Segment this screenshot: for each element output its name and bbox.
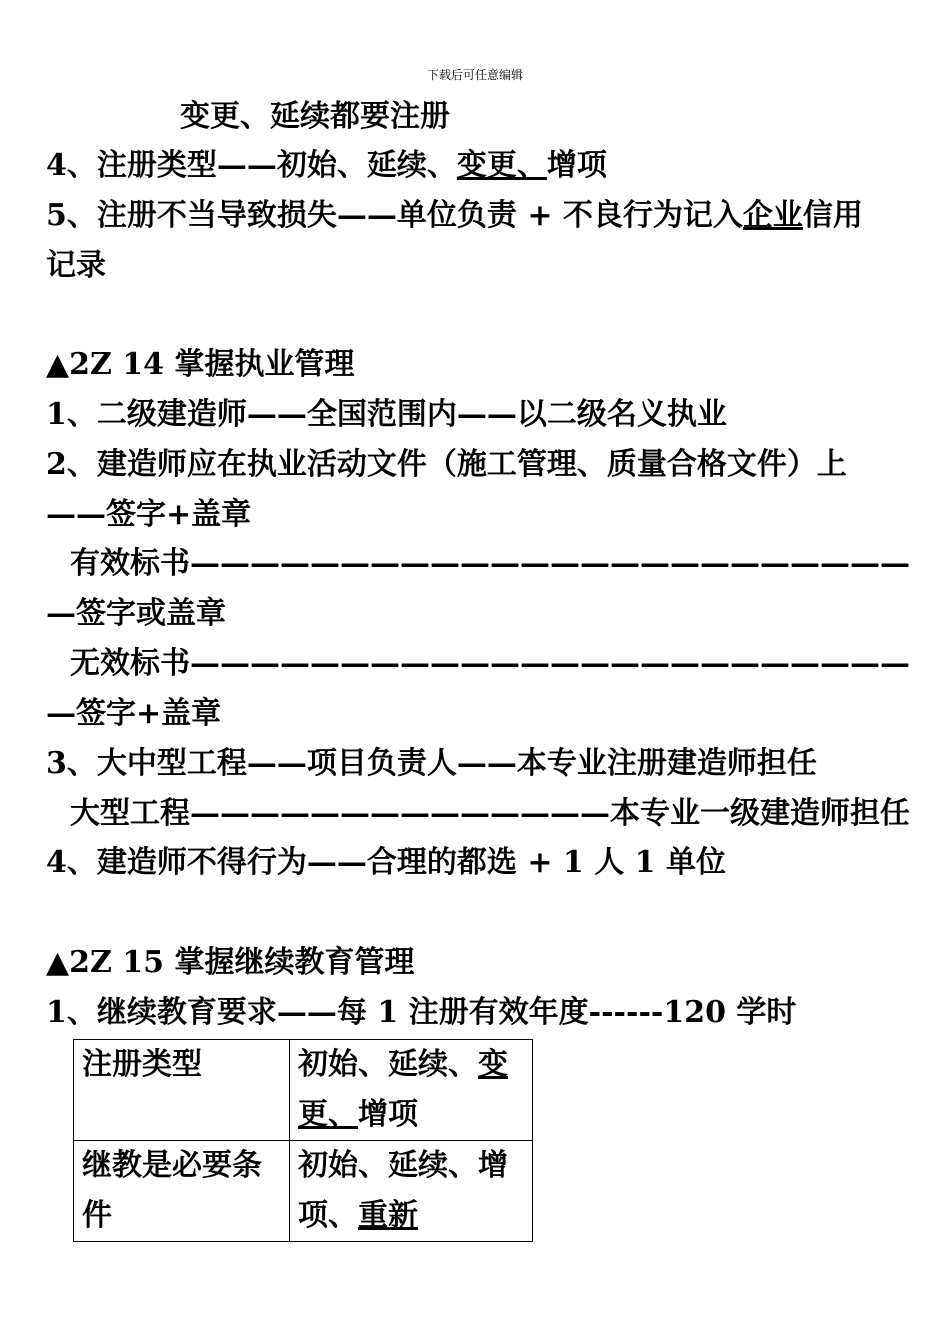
table-cell-value xyxy=(290,1040,533,1141)
line-large-projects: 大型工程——————————————本专业一级建造师担任 xyxy=(70,796,910,831)
line-practice-2-cont: ——签字+盖章 xyxy=(46,497,252,532)
cell-text-mid: 项、 xyxy=(298,1198,358,1233)
cell-text-underlined: 重新 xyxy=(358,1198,418,1233)
line-improper-register-pre: 5、注册不当导致损失——单位负责 + 不良行为记入 xyxy=(46,198,743,233)
line-record: 记录 xyxy=(46,248,106,283)
line-renew-register: 变更、延续都要注册 xyxy=(180,99,450,134)
line-invalid-tender: 无效标书———————————————————————— xyxy=(70,646,910,681)
cell-text-cont: 件 xyxy=(82,1198,112,1233)
cell-text-cont xyxy=(298,1090,526,1140)
line-practice-4: 4、建造师不得行为——合理的都选 + 1 人 1 单位 xyxy=(46,845,726,880)
cell-text: 注册类型 xyxy=(82,1047,202,1082)
cell-text-underlined: 变 xyxy=(478,1047,508,1082)
table-cell-header xyxy=(74,1040,290,1141)
table-cell-value xyxy=(290,1141,533,1242)
section-heading-practice: ▲2Z 14 掌握执业管理 xyxy=(46,347,355,382)
cell-text: 继教是必要条 xyxy=(82,1148,262,1183)
section-heading-education: ▲2Z 15 掌握继续教育管理 xyxy=(46,945,415,980)
cell-text: 初始、延续、增 xyxy=(298,1148,508,1183)
page-header: 下载后可任意编辑 xyxy=(426,68,523,82)
line-register-types-underlined: 变更、 xyxy=(456,148,547,183)
table-cell-header xyxy=(74,1141,290,1242)
line-register-types-pre: 4、注册类型——初始、延续、 xyxy=(46,148,457,183)
line-improper-register-post: 信用 xyxy=(802,198,863,233)
table-row xyxy=(74,1040,533,1141)
education-table xyxy=(73,1039,533,1242)
cell-text-cont xyxy=(298,1191,526,1241)
cell-text xyxy=(298,1040,526,1090)
cell-text-underlined-cont: 更、 xyxy=(298,1097,358,1132)
cell-text-post: 增项 xyxy=(358,1097,418,1132)
line-practice-3: 3、大中型工程——项目负责人——本专业注册建造师担任 xyxy=(46,746,817,781)
table-row xyxy=(74,1141,533,1242)
line-education-1: 1、继续教育要求——每 1 注册有效年度------120 学时 xyxy=(46,995,797,1030)
line-invalid-tender-cont: —签字+盖章 xyxy=(46,696,222,731)
line-valid-tender: 有效标书———————————————————————— xyxy=(70,546,910,581)
line-register-types xyxy=(46,148,607,184)
line-improper-register-underlined: 企业 xyxy=(742,198,803,233)
line-practice-2: 2、建造师应在执业活动文件（施工管理、质量合格文件）上 xyxy=(46,447,847,482)
line-register-types-post: 增项 xyxy=(546,148,607,183)
line-valid-tender-cont: —签字或盖章 xyxy=(46,596,226,631)
line-practice-1: 1、二级建造师——全国范围内——以二级名义执业 xyxy=(46,397,727,432)
cell-text-pre: 初始、延续、 xyxy=(298,1047,478,1082)
line-improper-register xyxy=(46,198,863,234)
